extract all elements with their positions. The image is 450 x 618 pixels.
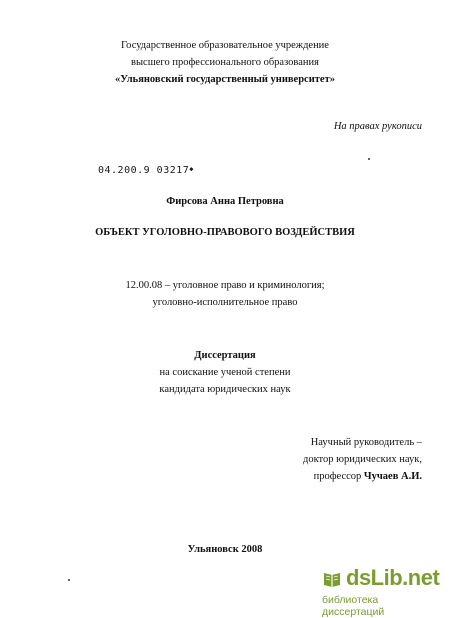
watermark xyxy=(322,565,442,618)
watermark-logo-row xyxy=(322,565,442,591)
watermark-logo: dsLib.net xyxy=(346,565,440,590)
supervisor-name: Чучаев А.И. xyxy=(363,471,422,482)
stamp-tick: ◆ xyxy=(189,165,195,173)
speck-mark xyxy=(368,158,370,160)
specialty-line-1: 12.00.08 – уголовное право и криминология; xyxy=(125,280,325,291)
supervisor-title: профессор xyxy=(313,471,362,482)
catalog-stamp xyxy=(98,165,194,176)
university-name: «Ульяновский государственный университет» xyxy=(114,74,335,85)
supervisor-line-3 xyxy=(314,471,422,482)
degree-line-2: кандидата юридических наук xyxy=(159,384,291,395)
degree-line-1: на соискание ученой степени xyxy=(159,367,291,378)
watermark-subtitle: библиотека диссертаций xyxy=(322,594,385,618)
speck-mark xyxy=(68,579,70,581)
supervisor-line-1: Научный руководитель – xyxy=(310,437,422,448)
dissertation-title: ОБЪЕКТ УГОЛОВНО-ПРАВОВОГО ВОЗДЕЙСТВИЯ xyxy=(95,227,355,238)
supervisor-line-2: доктор юридических наук, xyxy=(303,454,422,465)
city-year: Ульяновск 2008 xyxy=(187,544,263,555)
rights-note: На правах рукописи xyxy=(333,121,422,132)
work-type-heading: Диссертация xyxy=(194,350,256,361)
institution-line-2: высшего профессионального образования xyxy=(131,57,319,68)
catalog-number: 04.200.9 03217 xyxy=(98,165,190,176)
specialty-line-2: уголовно-исполнительное право xyxy=(152,297,298,308)
book-icon xyxy=(322,569,342,589)
institution-line-1: Государственное образовательное учреждение xyxy=(121,40,329,51)
author-name: Фирсова Анна Петровна xyxy=(166,196,284,207)
